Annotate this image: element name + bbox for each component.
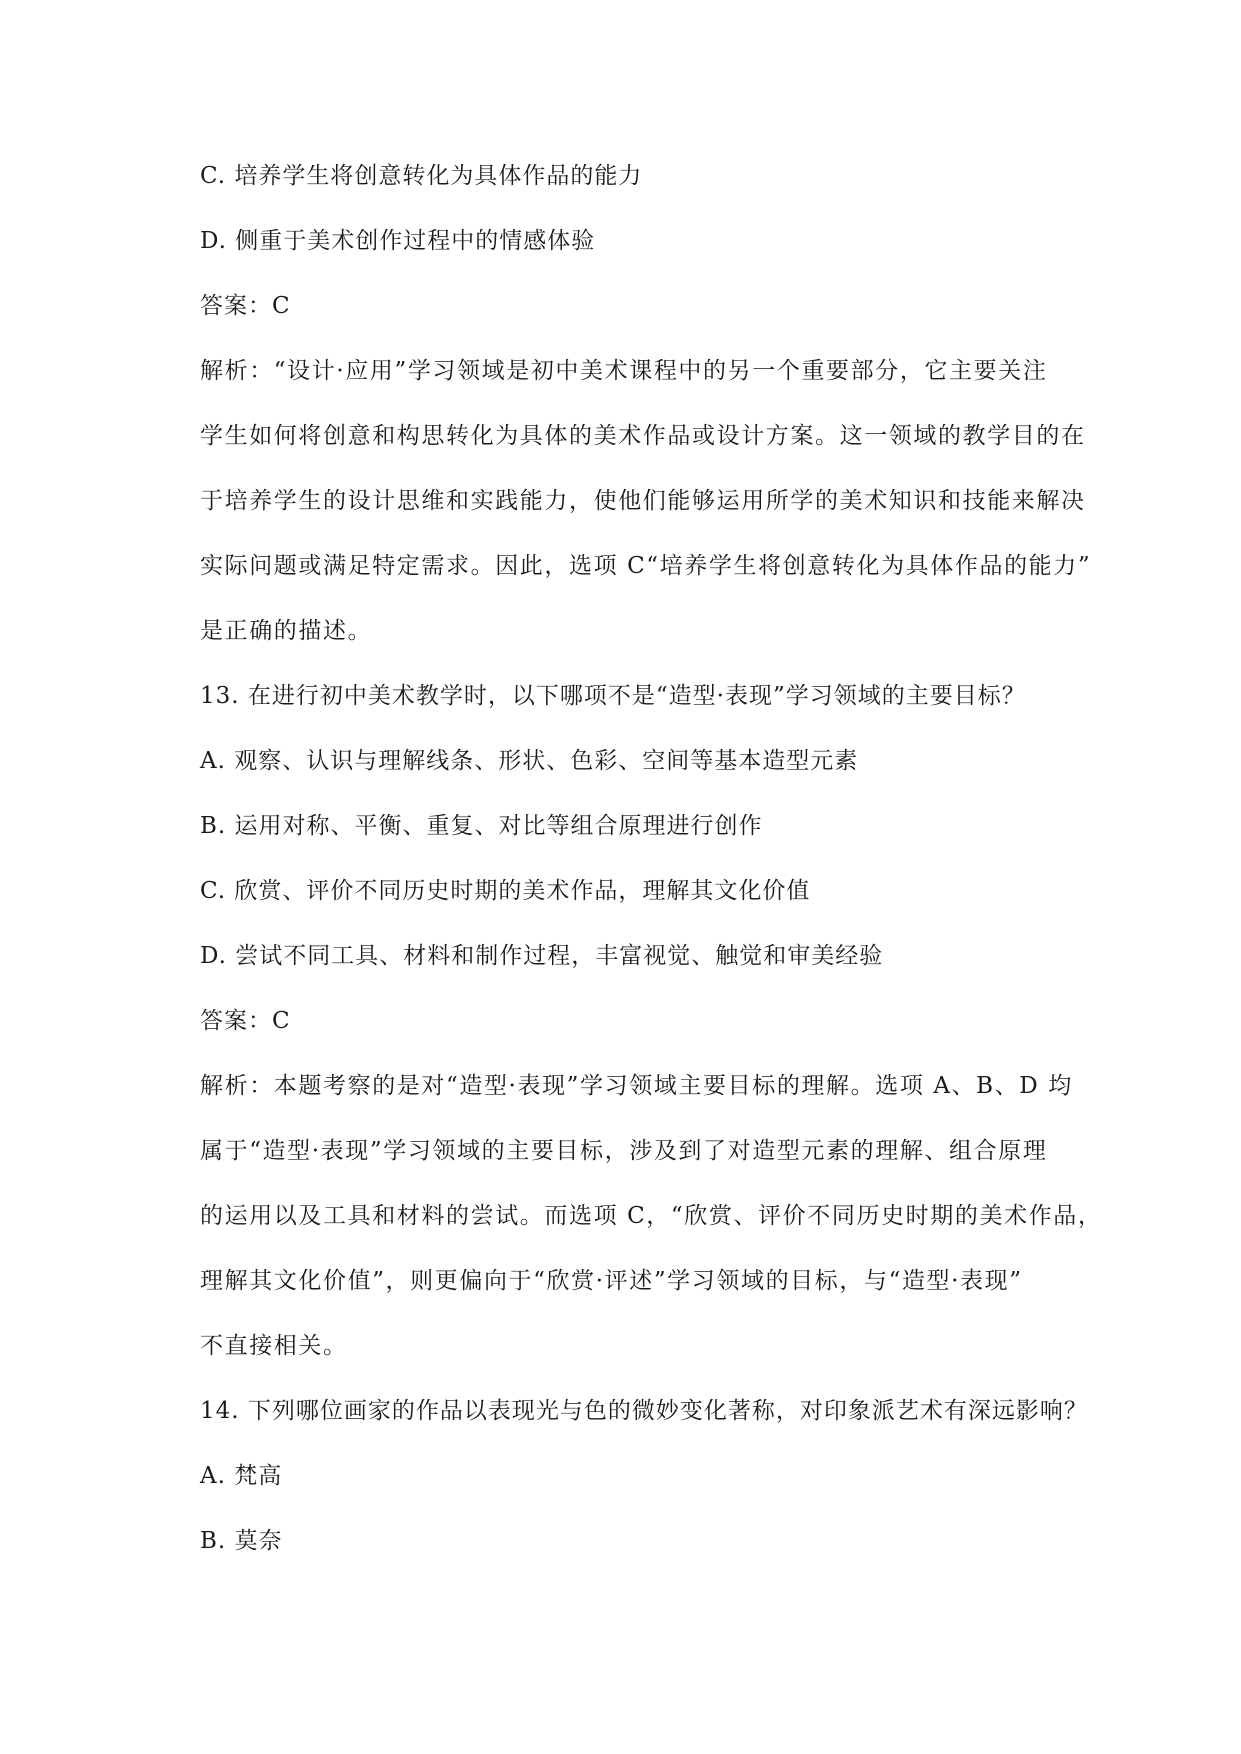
q14-option-b: B. 莫奈 [200, 1528, 283, 1554]
q14-option-a: A. 梵高 [200, 1463, 283, 1489]
analysis-line: 于培养学生的设计思维和实践能力，使他们能够运用所学的美术知识和技能来解决 [200, 488, 1086, 514]
analysis-line: 实际问题或满足特定需求。因此，选项 C“培养学生将创意转化为具体作品的能力” [200, 553, 1092, 579]
q12-option-d: D. 侧重于美术创作过程中的情感体验 [200, 228, 596, 254]
analysis-line: 解析：“设计·应用”学习领域是初中美术课程中的另一个重要部分，它主要关注 [200, 358, 1048, 384]
analysis-line: 是正确的描述。 [200, 618, 373, 644]
q13-option-b: B. 运用对称、平衡、重复、对比等组合原理进行创作 [200, 813, 763, 839]
q12-answer: 答案：C [200, 293, 291, 319]
analysis-line: 理解其文化价值”，则更偏向于“欣赏·评述”学习领域的目标，与“造型·表现” [200, 1268, 1023, 1294]
q13-option-d: D. 尝试不同工具、材料和制作过程，丰富视觉、触觉和审美经验 [200, 943, 884, 969]
analysis-line: 学生如何将创意和构思转化为具体的美术作品或设计方案。这一领域的教学目的在 [200, 423, 1086, 449]
q12-analysis [200, 339, 1105, 664]
q13-answer: 答案：C [200, 1008, 291, 1034]
analysis-line: 的运用以及工具和材料的尝试。而选项 C，“欣赏、评价不同历史时期的美术作品， [200, 1203, 1103, 1229]
analysis-line: 属于“造型·表现”学习领域的主要目标，涉及到了对造型元素的理解、组合原理 [200, 1138, 1048, 1164]
q14-question: 14. 下列哪位画家的作品以表现光与色的微妙变化著称，对印象派艺术有深远影响？ [200, 1398, 1088, 1424]
analysis-line: 解析：本题考察的是对“造型·表现”学习领域主要目标的理解。选项 A、B、D 均 [200, 1073, 1073, 1099]
q13-option-a: A. 观察、认识与理解线条、形状、色彩、空间等基本造型元素 [200, 748, 859, 774]
q13-analysis [200, 1054, 1105, 1379]
q13-question: 13. 在进行初中美术教学时，以下哪项不是“造型·表现”学习领域的主要目标？ [200, 683, 1026, 709]
q13-option-c: C. 欣赏、评价不同历史时期的美术作品，理解其文化价值 [200, 878, 811, 904]
q12-option-c: C. 培养学生将创意转化为具体作品的能力 [200, 163, 643, 189]
analysis-line: 不直接相关。 [200, 1333, 348, 1359]
document-page [200, 144, 1105, 1574]
